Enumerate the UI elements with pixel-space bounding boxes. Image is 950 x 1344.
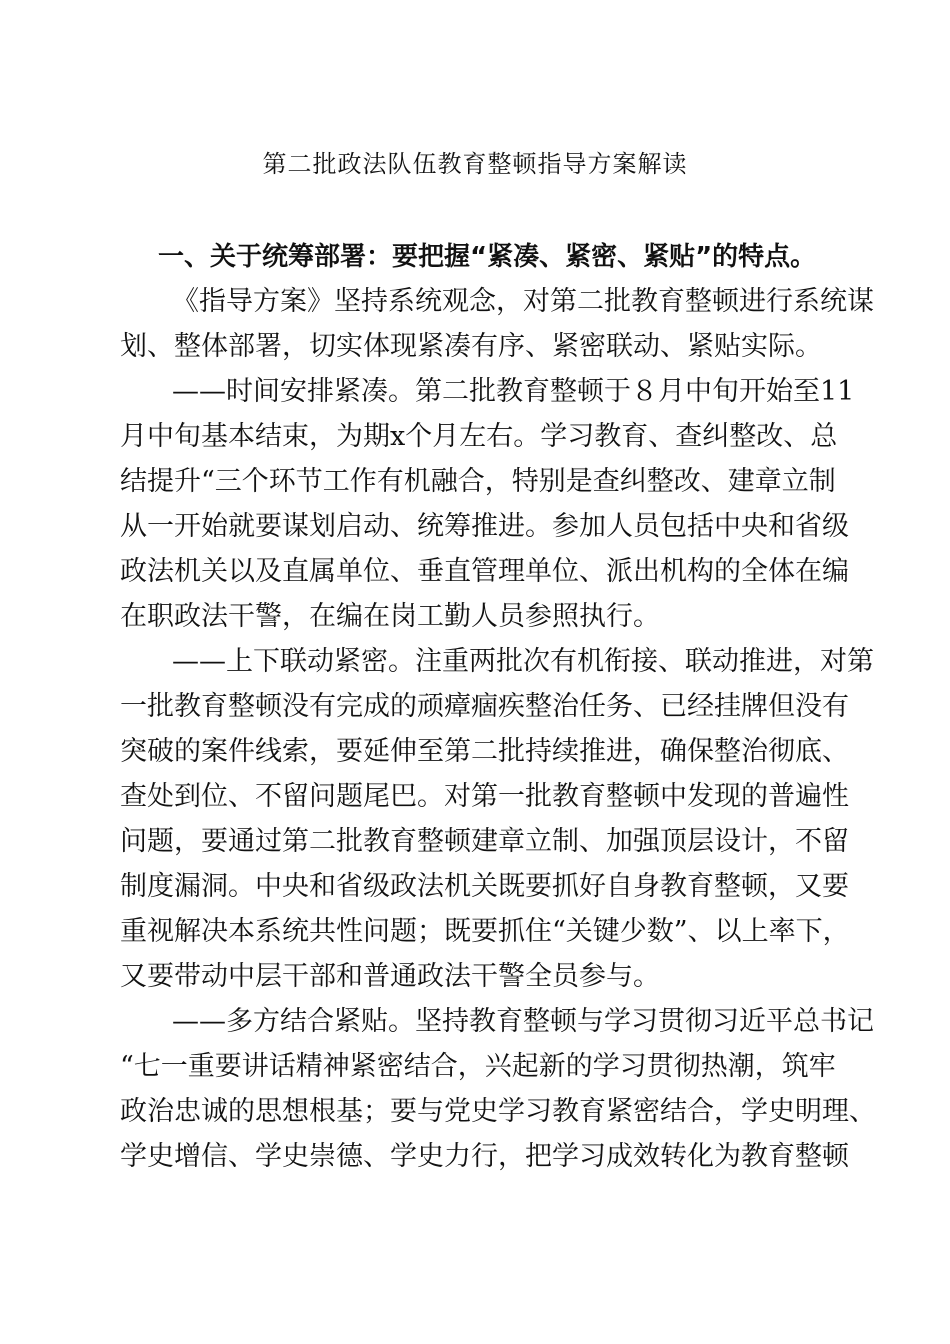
document-title: 第二批政法队伍教育整顿指导方案解读 xyxy=(262,150,688,178)
paragraph-line: 在职政法干警，在编在岗工勤人员参照执行。 xyxy=(120,601,660,632)
paragraph-line: 月中旬基本结束，为期x个月左右。学习教育、查纠整改、总 xyxy=(120,421,838,452)
paragraph-line: 问题，要通过第二批教育整顿建章立制、加强顶层设计，不留 xyxy=(120,826,849,857)
paragraph-line: ——时间安排紧凑。第二批教育整顿于８月中旬开始至11 xyxy=(172,376,855,407)
paragraph-line: 政治忠诚的思想根基；要与党史学习教育紧密结合，学史明理、 xyxy=(120,1096,876,1127)
paragraph-line: 《指导方案》坚持系统观念，对第二批教育整顿进行系统谋 xyxy=(172,286,874,317)
paragraph-line: 划、整体部署，切实体现紧凑有序、紧密联动、紧贴实际。 xyxy=(120,331,822,362)
section-heading: 一、关于统筹部署：要把握“紧凑、紧密、紧贴”的特点。 xyxy=(158,242,817,272)
paragraph-line: 学史增信、学史崇德、学史力行，把学习成效转化为教育整顿 xyxy=(120,1141,849,1172)
paragraph-line: 政法机关以及直属单位、垂直管理单位、派出机构的全体在编 xyxy=(120,556,849,587)
paragraph-line: 一批教育整顿没有完成的顽瘴痼疾整治任务、已经挂牌但没有 xyxy=(120,691,849,722)
paragraph-line: 从一开始就要谋划启动、统筹推进。参加人员包括中央和省级 xyxy=(120,511,849,542)
paragraph-line: “七一重要讲话精神紧密结合，兴起新的学习贯彻热潮，筑牢 xyxy=(120,1051,836,1082)
paragraph-line: 制度漏洞。中央和省级政法机关既要抓好自身教育整顿，又要 xyxy=(120,871,849,902)
paragraph-line: 又要带动中层干部和普通政法干警全员参与。 xyxy=(120,961,660,992)
paragraph-line: 突破的案件线索，要延伸至第二批持续推进，确保整治彻底、 xyxy=(120,736,849,767)
paragraph-line: 查处到位、不留问题尾巴。对第一批教育整顿中发现的普遍性 xyxy=(120,781,849,812)
paragraph-line: ——上下联动紧密。注重两批次有机衔接、联动推进，对第 xyxy=(172,646,874,677)
paragraph-line: ——多方结合紧贴。坚持教育整顿与学习贯彻习近平总书记 xyxy=(172,1006,874,1037)
paragraph-line: 结提升“三个环节工作有机融合，特别是查纠整改、建章立制 xyxy=(120,466,836,497)
paragraph-line: 重视解决本系统共性问题；既要抓住“关键少数”、以上率下， xyxy=(120,916,850,947)
